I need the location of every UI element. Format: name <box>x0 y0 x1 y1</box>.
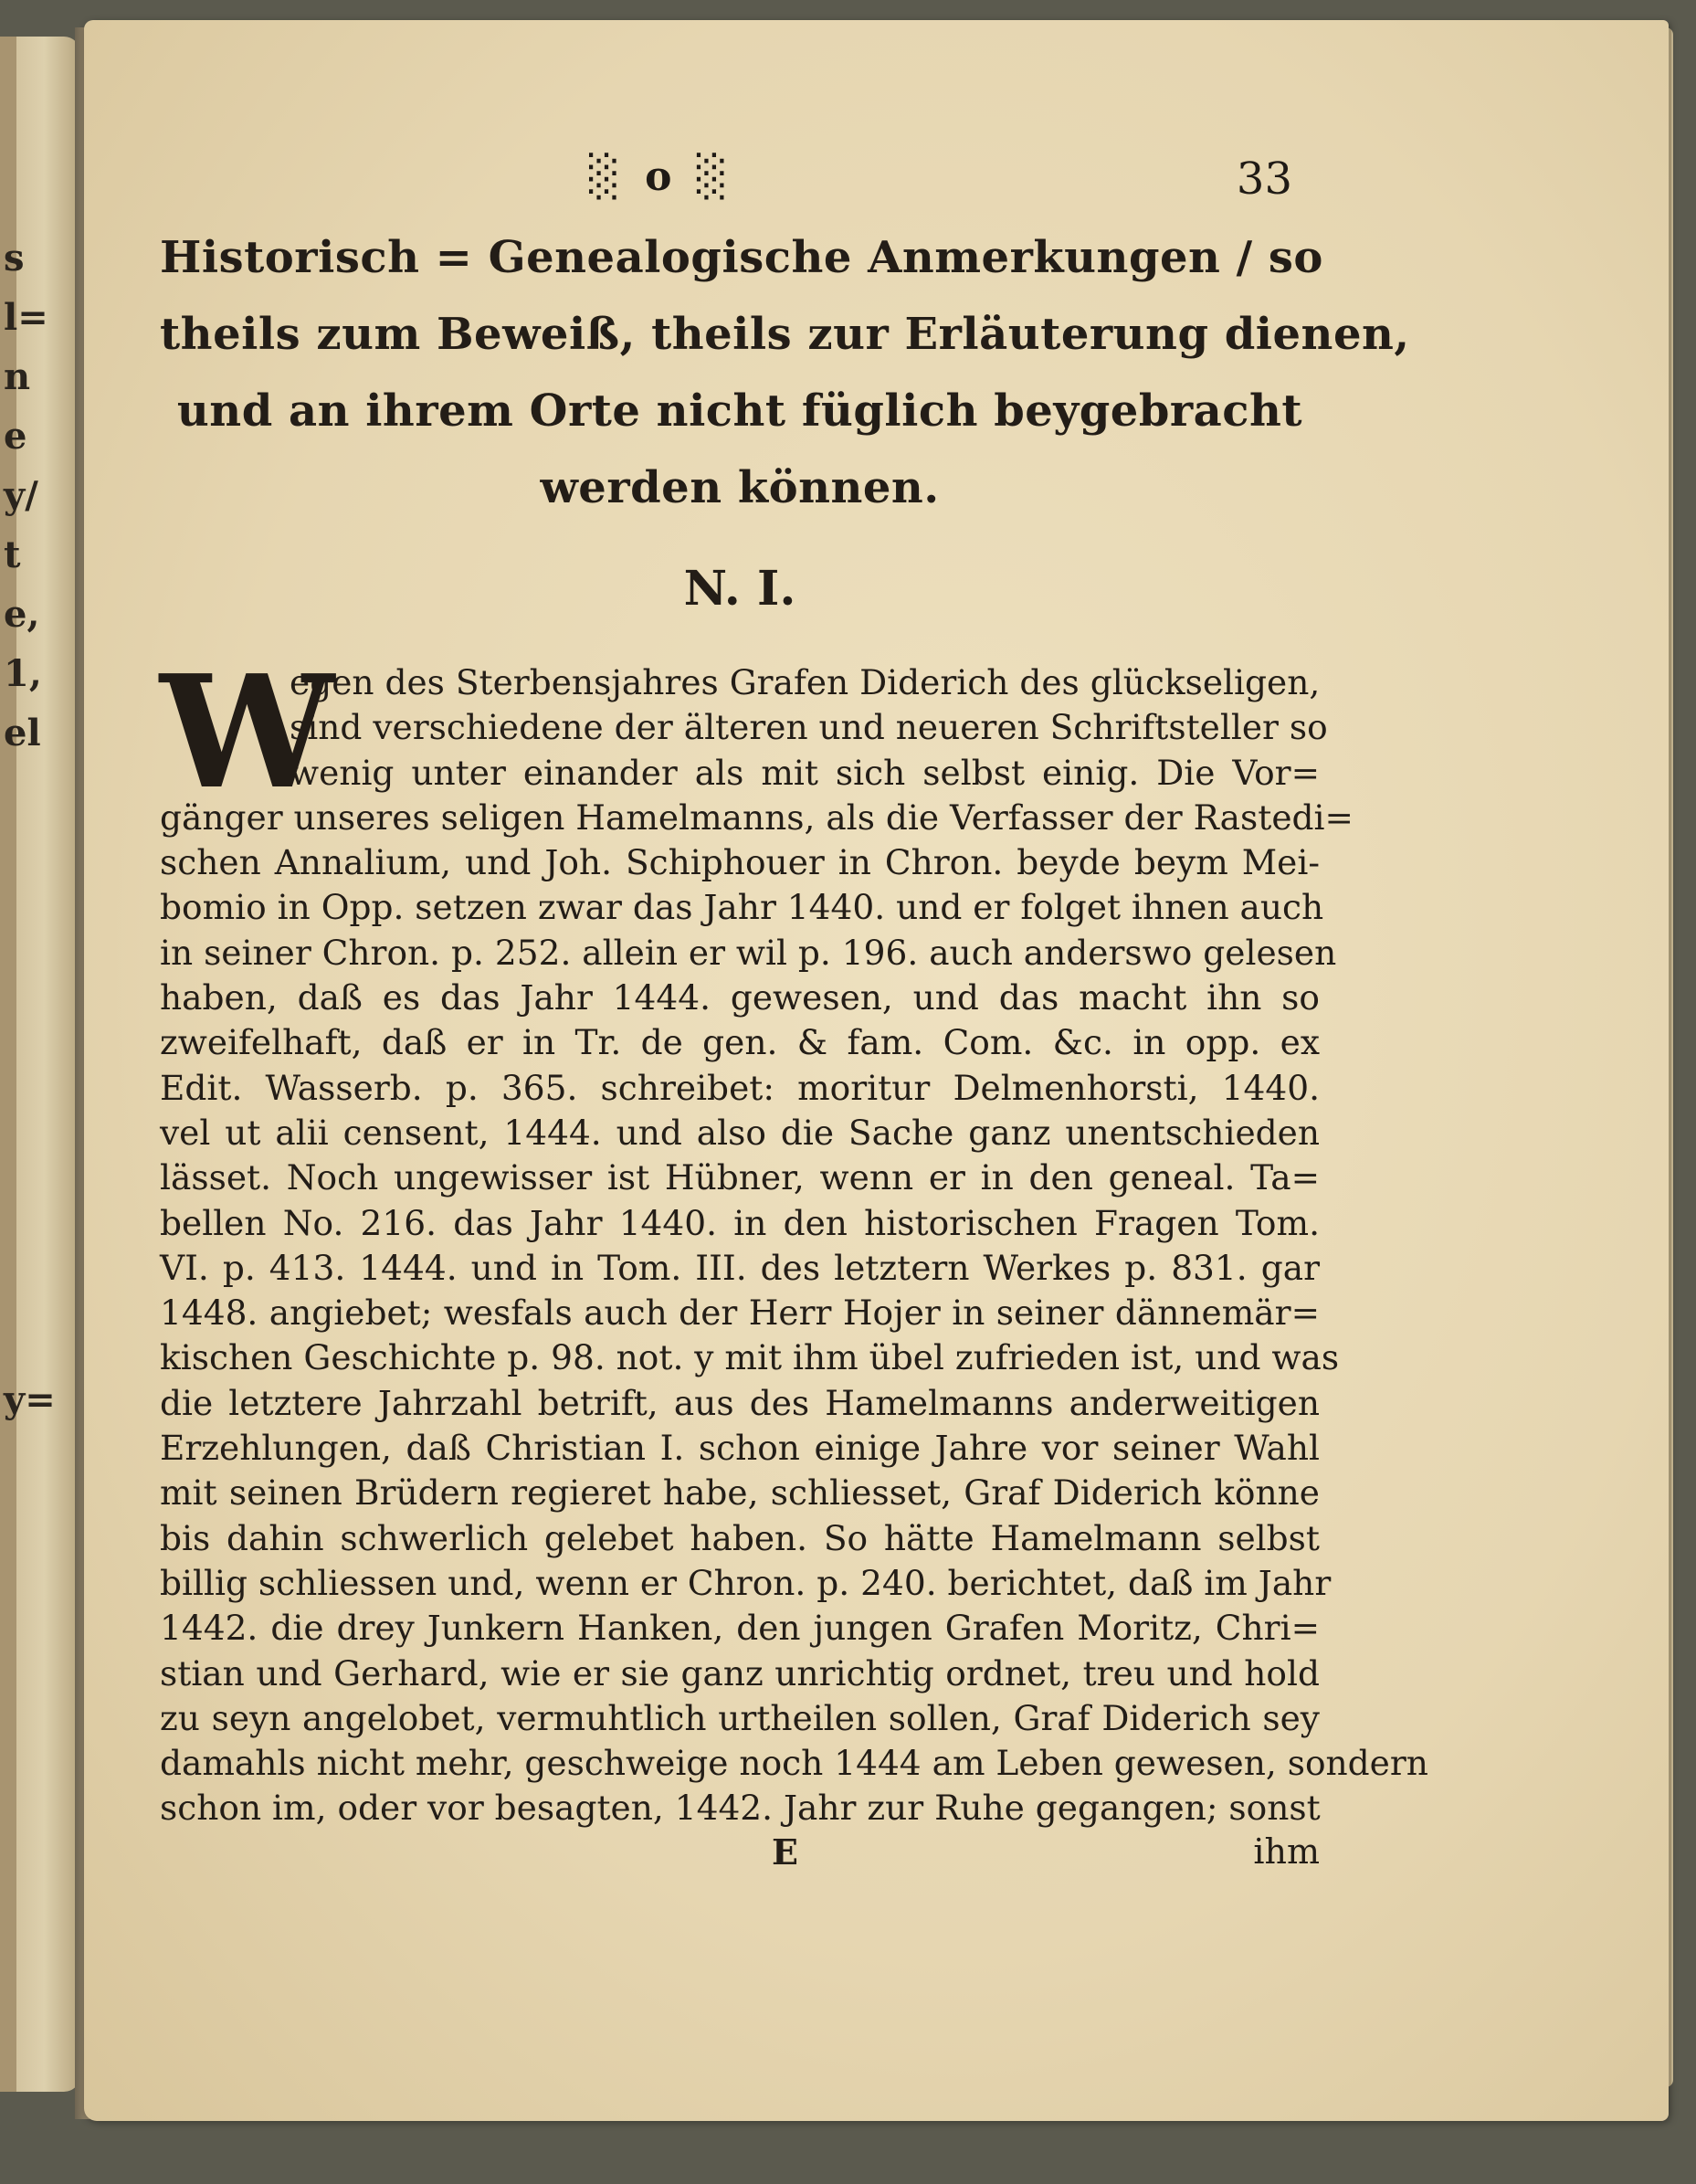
heading-line: Historisch = Genealogische Anmerkungen / so <box>160 232 1323 283</box>
heading-line: und an ihrem Orte nicht füglich beygebracht <box>176 385 1303 437</box>
heading-line: werden können. <box>540 462 940 513</box>
body-line: bellen No. 216. das Jahr 1440. in den historischen Fragen Tom. <box>160 1202 1320 1243</box>
running-head <box>160 146 1320 219</box>
body-text <box>160 641 1428 1831</box>
signature-mark: E <box>772 1831 798 1873</box>
page-number: 33 <box>1236 153 1292 205</box>
facing-page-bottom-fragment <box>4 1370 56 1430</box>
drop-cap: W <box>160 641 334 824</box>
body-line: in seiner Chron. p. 252. allein er wil p. 196. auch anderswo gelesen <box>160 932 1337 973</box>
margin-fragment: e <box>4 415 27 458</box>
facing-page-text-fragments <box>4 228 48 763</box>
body-line: sind verschiedene der älteren und neueren Schriftsteller so <box>290 707 1328 748</box>
section-number: N. I. <box>683 561 796 617</box>
body-line: Erzehlungen, daß Christian I. schon einige Jahre vor seiner Wahl <box>160 1428 1320 1469</box>
body-line: vel ut alii censent, 1444. und also die Sache ganz unentschieden <box>160 1112 1320 1153</box>
body-line: gänger unseres seligen Hamelmanns, als die Verfasser der Rastedi= <box>160 797 1354 838</box>
body-line: bis dahin schwerlich gelebet haben. So hätte Hamelmann selbst <box>160 1517 1320 1558</box>
heading-line: theils zum Beweiß, theils zur Erläuterung dienen, <box>160 309 1410 360</box>
body-line: kischen Geschichte p. 98. not. y mit ihm übel zufrieden ist, und was <box>160 1337 1340 1378</box>
body-line: haben, daß es das Jahr 1444. gewesen, und das macht ihn so <box>160 977 1320 1018</box>
section-heading <box>160 219 1410 526</box>
body-line: schon im, oder vor besagten, 1442. Jahr zur Ruhe gegangen; sonst <box>160 1788 1321 1829</box>
margin-fragment: 1, <box>4 652 42 695</box>
body-line: mit seinen Brüdern regieret habe, schliesset, Graf Diderich könne <box>160 1472 1320 1514</box>
ornament-glyphs: ░ o ░ <box>589 153 733 200</box>
margin-fragment: t <box>4 533 21 576</box>
page-text <box>160 146 1428 1877</box>
body-line: stian und Gerhard, wie er sie ganz unrichtig ordnet, treu und hold <box>160 1652 1320 1693</box>
body-line: wenig unter einander als mit sich selbst einig. Die Vor= <box>290 752 1320 793</box>
margin-fragment: s <box>4 237 25 280</box>
body-line: schen Annalium, und Joh. Schiphouer in Chron. beyde beym Mei- <box>160 842 1320 883</box>
margin-fragment: e, <box>4 593 40 636</box>
body-line: egen des Sterbensjahres Grafen Diderich des glückseligen, <box>290 662 1321 702</box>
margin-fragment: l= <box>4 296 48 339</box>
body-line: zu seyn angelobet, vermuhtlich urtheilen sollen, Graf Diderich sey <box>160 1697 1320 1738</box>
body-line: billig schliessen und, wenn er Chron. p. 240. berichtet, daß im Jahr <box>160 1562 1332 1603</box>
body-line: 1448. angiebet; wesfals auch der Herr Hojer in seiner dännemär= <box>160 1292 1320 1334</box>
body-line: VI. p. 413. 1444. und in Tom. III. des letztern Werkes p. 831. gar <box>160 1247 1320 1288</box>
body-line: Edit. Wasserb. p. 365. schreibet: moritur Delmenhorsti, 1440. <box>160 1067 1320 1108</box>
body-line: bomio in Opp. setzen zwar das Jahr 1440. und er folget ihnen auch <box>160 887 1324 928</box>
body-line: 1442. die drey Junkern Hanken, den jungen Grafen Moritz, Chri= <box>160 1608 1320 1649</box>
page-footer <box>160 1831 1320 1877</box>
margin-fragment: y= <box>4 1378 56 1421</box>
body-line: lässet. Noch ungewisser ist Hübner, wenn er in den geneal. Ta= <box>160 1157 1320 1198</box>
margin-fragment: n <box>4 355 31 398</box>
margin-fragment: y/ <box>4 474 38 517</box>
body-line: damahls nicht mehr, geschweige noch 1444 am Leben gewesen, sondern <box>160 1743 1428 1784</box>
margin-fragment: el <box>4 712 41 754</box>
body-line: die letztere Jahrzahl betrift, aus des Hamelmanns anderweitigen <box>160 1382 1320 1423</box>
body-line: zweifelhaft, daß er in Tr. de gen. & fam. Com. &c. in opp. ex <box>160 1022 1320 1063</box>
catchword: ihm <box>1253 1831 1320 1872</box>
